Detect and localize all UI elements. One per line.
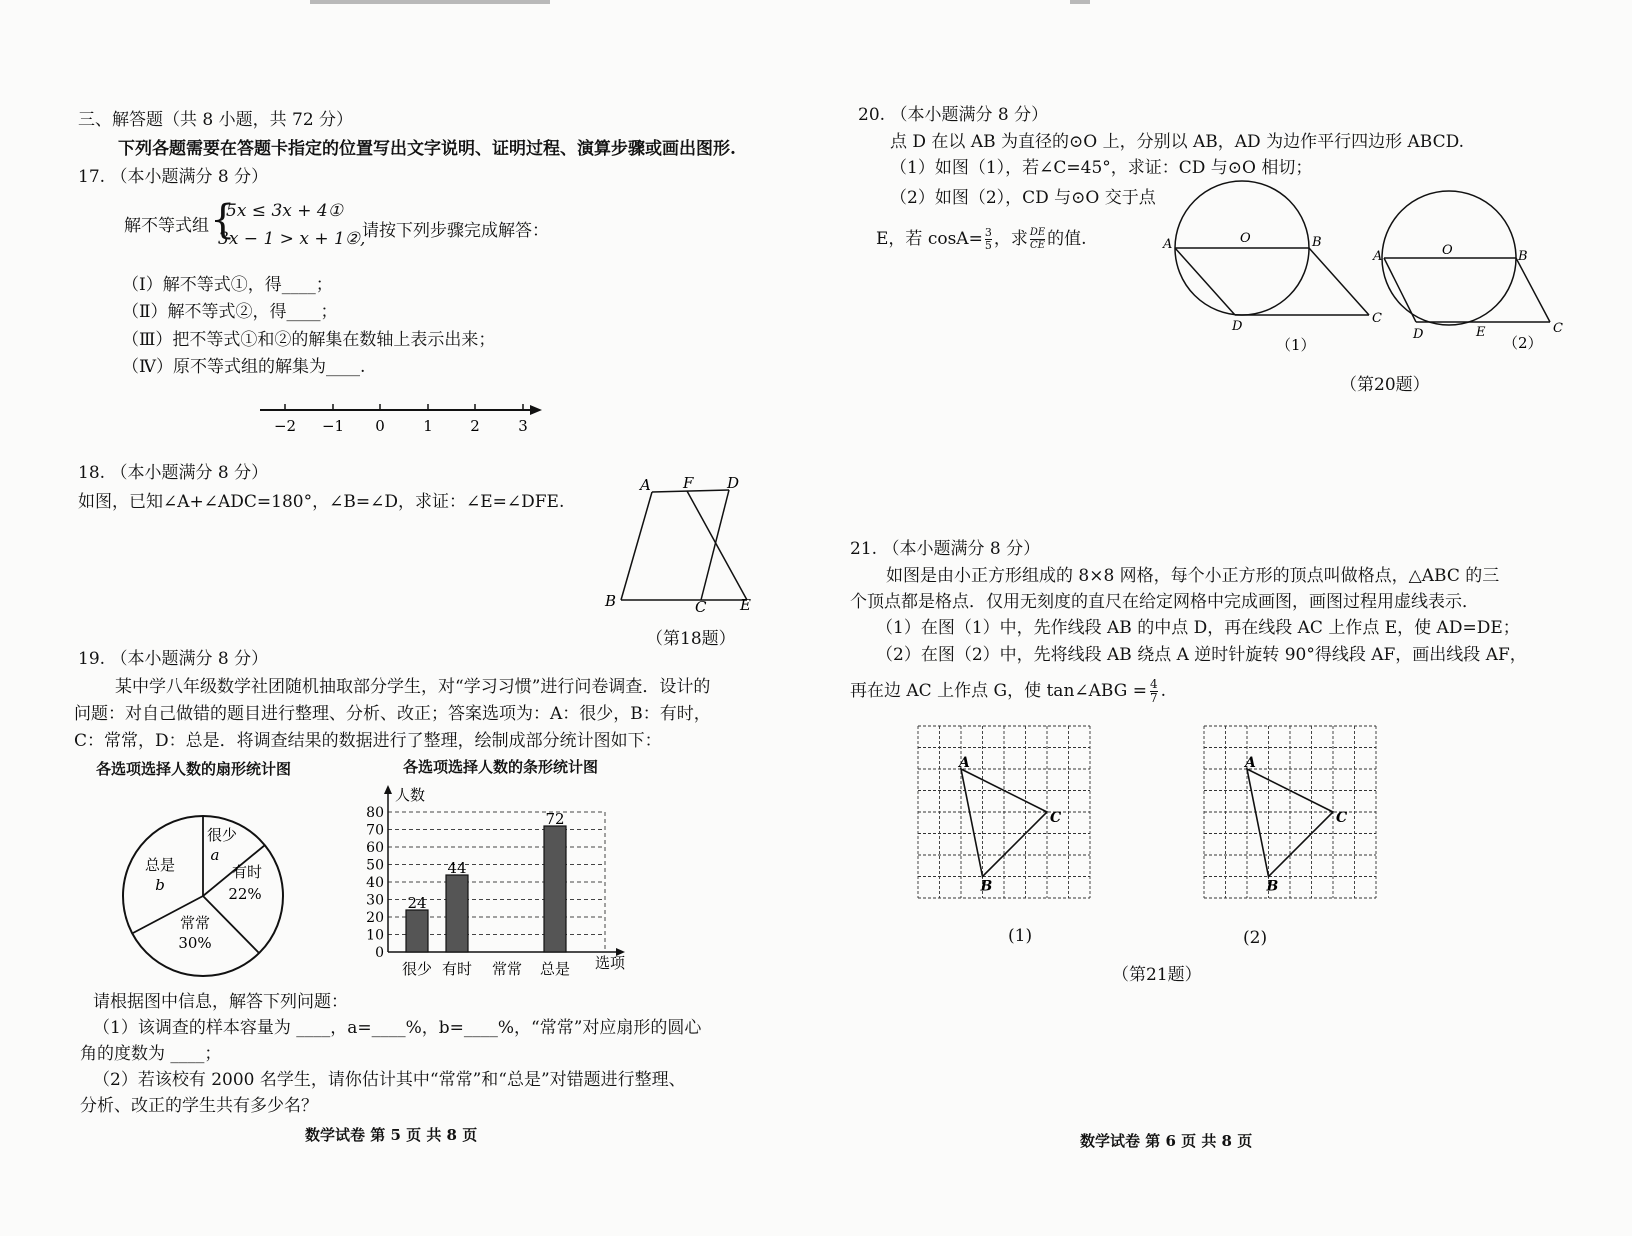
page-footer: 数学试卷 第 5 页 共 8 页 (305, 1126, 478, 1144)
q21-header: 21. （本小题满分 8 分） (850, 539, 1041, 559)
fig1-point: D (1232, 319, 1243, 334)
q19-sub1a: （1）该调查的样本容量为 ____，a=____%，b=____%，“常常”对应扇形的圆心 (93, 1018, 702, 1038)
q20-line4 (876, 224, 1087, 252)
q20-caption: （第20题） (1340, 375, 1430, 395)
y-tick-label: 80 (366, 805, 384, 821)
point-label: D (727, 474, 740, 492)
point-label: C (695, 598, 707, 616)
pie-label-often: 常常 (179, 914, 211, 932)
q21-line5a: 再在边 AC 上作点 G，使 tan∠ABG = (850, 681, 1147, 701)
q21-line4: （2）在图（2）中，先将线段 AB 绕点 A 逆时针旋转 90°得线段 AF，画出线段 AF， (876, 645, 1527, 665)
tick-label: 3 (518, 417, 528, 435)
pie-label-22: 22% (228, 885, 262, 903)
q19-line: C：常常，D：总是．将调查结果的数据进行了整理，绘制成部分统计图如下： (74, 731, 662, 751)
y-tick-label: 70 (366, 822, 384, 839)
q18-caption: （第18题） (646, 629, 736, 649)
q17-header: 17. （本小题满分 8 分） (78, 167, 269, 187)
y-tick-label: 0 (375, 945, 384, 961)
fig1-label: （1） (1276, 336, 1316, 354)
y-tick-label: 20 (366, 910, 384, 926)
q18-text: 如图，已知∠A+∠ADC=180°，∠B=∠D，求证：∠E=∠DFE. (78, 492, 565, 512)
q20-line4c: 的值. (1047, 229, 1087, 249)
x-tick-label: 有时 (441, 960, 473, 978)
q21-line5: 再在边 AC 上作点 G，使 tan∠ABG = $\frac{4}{7}$ . (850, 677, 1166, 705)
q21-grid-1 (914, 722, 1094, 914)
x-tick-label: 常常 (491, 960, 523, 978)
bar-chart-title: 各选项选择人数的条形统计图 (403, 758, 599, 776)
tick-label: 0 (375, 417, 385, 435)
point-label: E (740, 596, 751, 614)
pie-chart (115, 808, 295, 988)
point-label: F (683, 474, 694, 492)
fig2-point: A (1373, 249, 1383, 264)
bar (446, 875, 468, 952)
y-tick-label: 10 (366, 927, 384, 944)
q21-fig2-label: (2) (1243, 928, 1268, 948)
point-label: A (640, 476, 651, 494)
fig1-point: C (1372, 311, 1382, 326)
q19-line: 某中学八年级数学社团随机抽取部分学生，对“学习习惯”进行问卷调查．设计的 (115, 677, 711, 697)
q19-line: 问题：对自己做错的题目进行整理、分析、改正；答案选项为：A：很少，B：有时， (74, 704, 711, 724)
bar-value-label: 24 (407, 894, 427, 912)
fraction-numerator: 4 (1149, 677, 1158, 691)
x-tick-label: 很少 (401, 960, 433, 978)
q17-step-4: （Ⅳ）原不等式组的解集为____. (122, 357, 366, 377)
number-line (250, 395, 550, 440)
pie-label-rarely: 很少 (206, 826, 238, 844)
y-tick-label: 40 (366, 875, 384, 891)
q20-line2: （1）如图（1），若∠C=45°，求证：CD 与⊙O 相切； (890, 158, 1313, 178)
fig1-point: O (1240, 231, 1251, 246)
grid-point-label: A (1245, 755, 1256, 771)
bar-value-label: 44 (447, 859, 467, 877)
q19-after: 请根据图中信息，解答下列问题： (93, 992, 348, 1012)
section-note: 下列各题需要在答题卡指定的位置写出文字说明、证明过程、演算步骤或画出图形. (118, 139, 736, 159)
q20-line1: 点 D 在以 AB 为直径的⊙O 上，分别以 AB，AD 为边作平行四边形 ABCD. (890, 132, 1465, 152)
pie-label-30: 30% (178, 934, 212, 952)
q17-ineq1: 5x ≤ 3x + 4① (226, 201, 343, 221)
ratio-fraction (1030, 227, 1045, 252)
fig2-point: B (1518, 249, 1528, 264)
grid-lines (918, 726, 1090, 898)
bar-value-label: 72 (545, 810, 565, 828)
x-axis-label: 选项 (595, 954, 626, 972)
y-axis-label: 人数 (395, 786, 426, 804)
q17-instruction: 请按下列步骤完成解答： (362, 221, 549, 241)
q18-header: 18. （本小题满分 8 分） (78, 463, 269, 483)
q19-sub2b: 分析、改正的学生共有多少名？ (80, 1096, 318, 1116)
pie-label-always: 总是 (144, 856, 176, 874)
grid-point-label: C (1050, 810, 1062, 826)
q21-line3: （1）在图（1）中，先作线段 AB 的中点 D，再在线段 AC 上作点 E，使 AD=DE； (876, 618, 1520, 638)
pie-label-b: b (155, 876, 165, 894)
q20-line3: （2）如图（2），CD 与⊙O 交于点 (890, 188, 1156, 208)
fig2-point: D (1413, 327, 1424, 342)
cos-fraction (985, 227, 992, 252)
q21-line2: 个顶点都是格点．仅用无刻度的直尺在给定网格中完成画图，画图过程用虚线表示． (850, 592, 1479, 612)
q17-intro: 解不等式组 (124, 216, 209, 236)
scan-edge-mark (310, 0, 550, 4)
y-tick-label: 30 (366, 892, 384, 909)
grid-point-label: C (1336, 810, 1348, 826)
fig2-point: O (1442, 243, 1453, 258)
point-label: B (605, 592, 617, 610)
q17-step-3: （Ⅲ）把不等式①和②的解集在数轴上表示出来； (122, 330, 496, 350)
q20-figures (1158, 180, 1598, 365)
tick-label: 2 (470, 417, 480, 435)
fig1-point: B (1312, 235, 1322, 250)
system-brace: { (210, 197, 236, 243)
grid-point-label: B (980, 878, 993, 895)
fraction-denominator: 5 (984, 239, 992, 252)
grid-point-label: B (1266, 878, 1279, 895)
q21-grid-2 (1200, 722, 1380, 914)
q17-step-1: （Ⅰ）解不等式①，得____； (122, 275, 333, 295)
tick-label: −2 (273, 417, 297, 435)
q19-sub1b: 角的度数为 ____； (80, 1044, 222, 1064)
q21-line1: 如图是由小正方形组成的 8×8 网格，每个小正方形的顶点叫做格点，△ABC 的三 (886, 566, 1500, 586)
y-tick-label: 60 (366, 840, 384, 856)
q17-step-2: （Ⅱ）解不等式②，得____； (122, 302, 338, 322)
q20-line4a: E，若 cosA= (876, 229, 983, 249)
tan-fraction (1150, 678, 1158, 705)
fraction-denominator: CE (1030, 240, 1045, 251)
fig1-point: A (1163, 237, 1173, 252)
section-title: 三、解答题（共 8 小题，共 72 分） (78, 110, 354, 130)
pie-chart-title: 各选项选择人数的扇形统计图 (96, 760, 292, 778)
grid-point-label: A (959, 755, 970, 771)
grid-lines (1204, 726, 1376, 898)
q21-caption: （第21题） (1112, 965, 1202, 985)
fraction-denominator: 7 (1149, 691, 1158, 705)
q17-ineq2: 3x − 1 > x + 1②, (218, 229, 366, 249)
fraction-numerator: 3 (984, 226, 992, 239)
q21-fig1-label: (1) (1008, 926, 1033, 946)
page-footer: 数学试卷 第 6 页 共 8 页 (1080, 1132, 1253, 1150)
pie-label-sometimes: 有时 (231, 863, 263, 881)
q20-line4b: ，求 (993, 229, 1028, 249)
fig2-point: E (1476, 325, 1486, 340)
tick-label: 1 (423, 417, 433, 435)
bar (544, 826, 566, 952)
pie-label-a: a (210, 846, 220, 864)
fig2-label: （2） (1503, 334, 1543, 352)
fraction-numerator: DE (1029, 227, 1046, 238)
tick-label: −1 (321, 417, 345, 435)
q20-header: 20. （本小题满分 8 分） (858, 105, 1049, 125)
q19-header: 19. （本小题满分 8 分） (78, 649, 269, 669)
scan-edge-mark (1070, 0, 1090, 4)
bar (406, 910, 428, 952)
x-tick-label: 总是 (539, 960, 571, 978)
q18-figure (600, 470, 770, 620)
y-tick-label: 50 (366, 857, 384, 874)
fig2-point: C (1553, 321, 1563, 336)
bar-chart (355, 780, 645, 980)
q19-sub2a: （2）若该校有 2000 名学生，请你估计其中“常常”和“总是”对错题进行整理、 (93, 1070, 686, 1090)
